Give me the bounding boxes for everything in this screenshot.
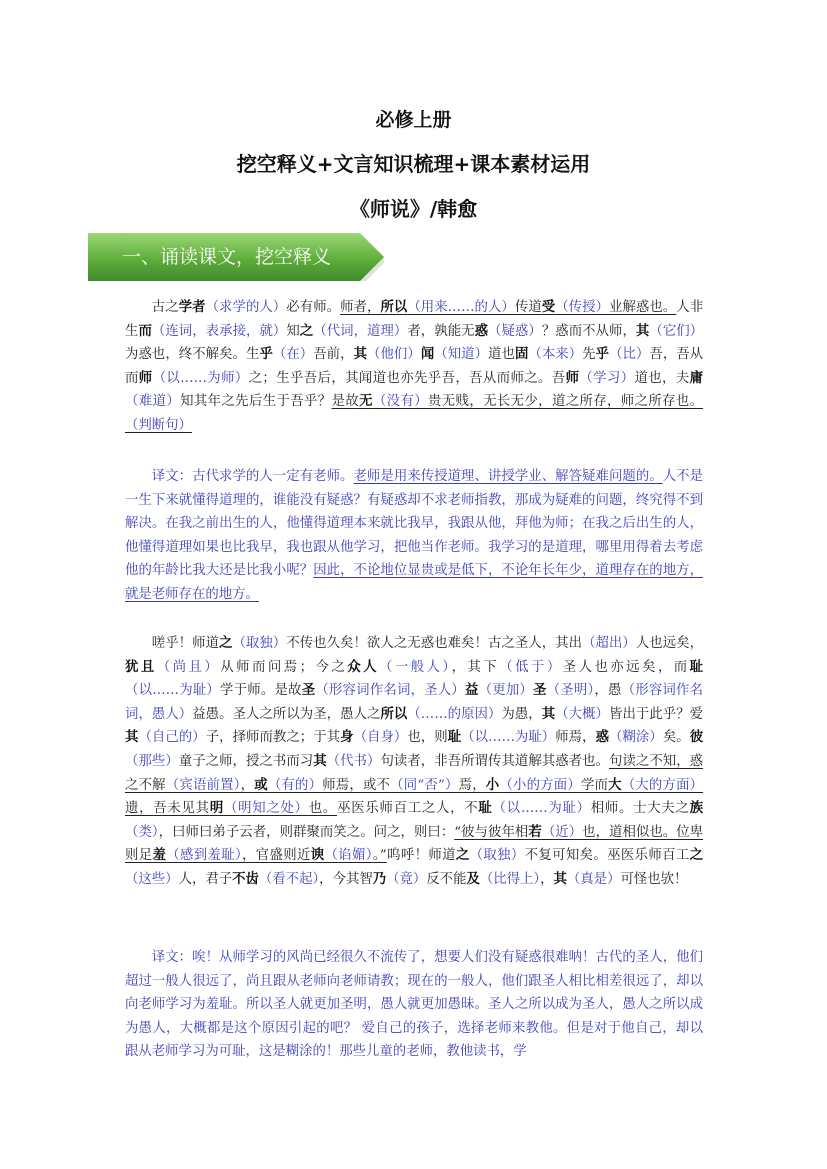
section-heading: 一、诵读课文，挖空释义: [122, 246, 332, 268]
translation-paragraph-1: 译文：古代求学的人一定有老师。老师是用来传授道理、讲授学业、解答疑难问题的。人不是一生下来就懂得道理的，谁能没有疑惑？有疑惑却不求老师指教，那成为疑难的问题，终究得不到解决。在我之前出生的人，他懂得道理本来就比我早，我跟从他，拜他为师；在我之后出生的人，他懂得道理如果也比我早，我也跟从他学习，把他当作老师。我学习的是道理，哪里用得着去考虑他的年龄比我大还是比我小呢？因此，不论地位显贵或是低下，不论年长年少，道理存在的地方，就是老师存在的地方。: [125, 469, 704, 602]
translation-paragraph-2: 译文：唉！从师学习的风尚已经很久不流传了，想要人们没有疑惑很难呐！古代的圣人，他们超过一般人很远了，尚且跟从老师向老师请教；现在的一般人，他们跟圣人相比相差很远了，却以向老师学习为羞耻。所以圣人就更加圣明，愚人就更加愚昧。圣人之所以成为圣人，愚人之所以成为愚人，大概都是这个原因引起的吧？ 爱自己的孩子，选择老师来教他。但是对于他自己，却以跟从老师学习为可耻，这是糊涂的！那些儿童的老师，教他读书，学: [125, 950, 703, 1060]
original-text-paragraph-2: 嗟乎！师道之（取独）不传也久矣！欲人之无惑也难矣！古之圣人，其出（超出）人也远矣，犹且（尚且）从师而问焉；今之众人（一般人），其下（低于）圣人也亦远矣，而耻（以……为耻）学于师。是故圣（形容词作名词，圣人）益（更加）圣（圣明），愚（形容词作名词，愚人）益愚。圣人之所以为圣，愚人之所以（……的原因）为愚，其（大概）皆出于此乎？爱其（自己的）子，择师而教之；于其身（自身）也，则耻（以……为耻）师焉，惑（糊涂）矣。彼（那些）童子之师，授之书而习其（代书）句读者，非吾所谓传其道解其惑者也。句读之不知，惑之不解（宾语前置），或（有的）师焉，或不（同“否”）焉，小（小的方面）学而大（大的方面）遗，吾未见其明（明知之处）也。巫医乐师百工之人，不耻（以……为耻）相师。士大夫之族（类），曰师曰弟子云者，则群聚而笑之。问之，则曰：“彼与彼年相若（近）也，道相似也。位卑则足羞（感到羞耻），官盛则近谀（谄媚）。”呜呼！师道之（取独）不复可知矣。巫医乐师百工之（这些）人，君子不齿（看不起），今其智乃（竟）反不能及（比得上），其（真是）可怪也欤！: [125, 635, 704, 887]
original-text-paragraph-1: 古之学者（求学的人）必有师。师者，所以（用来……的人）传道受（传授）业解惑也。人非生而（连词，表承接，就）知之（代词，道理）者，孰能无惑（疑惑）？惑而不从师，其（它们）为惑也，终不解矣。生乎（在）吾前，其（他们）闻（知道）道也固（本来）先乎（比）吾，吾从而师（以……为师）之；生乎吾后，其闻道也亦先乎吾，吾从而师之。吾师（学习）道也，夫庸（难道）知其年之先后生于吾乎？是故无（没有）贵无贱，无长无少，道之所存，师之所存也。（判断句）: [125, 299, 704, 433]
section-banner: [88, 233, 384, 281]
volume-title: 必修上册: [375, 109, 452, 131]
title-block: [0, 100, 827, 230]
document-title: 挖空释义+文言知识梳理+课本素材运用: [236, 152, 591, 176]
lesson-title: 《师说》/韩愈: [349, 197, 478, 221]
